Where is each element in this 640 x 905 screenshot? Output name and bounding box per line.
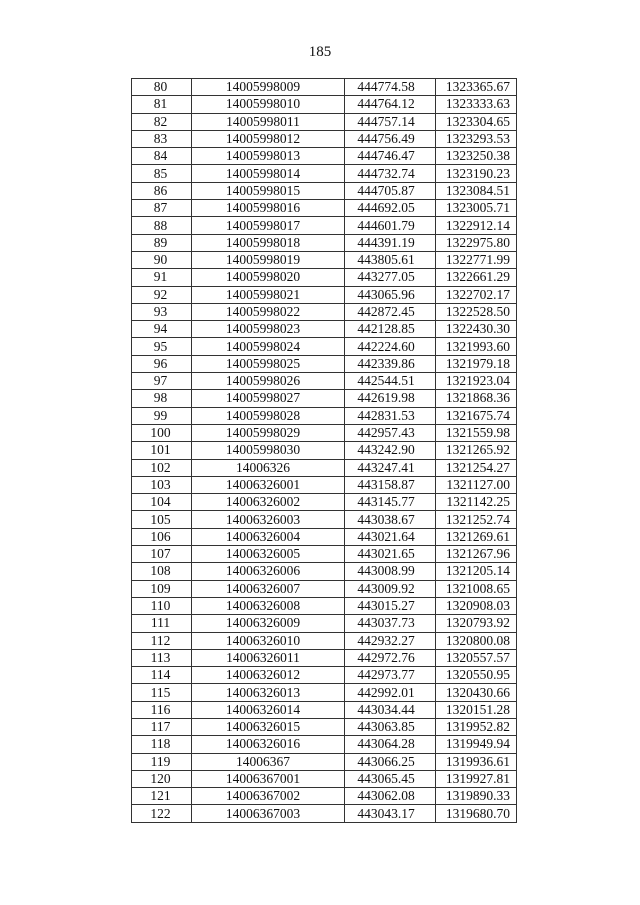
y-coordinate-cell: 1320151.28	[436, 701, 517, 718]
row-number-cell: 80	[132, 79, 192, 96]
point-code-cell: 14005998026	[192, 373, 345, 390]
table-row	[132, 476, 517, 493]
x-coordinate-cell: 444756.49	[345, 130, 436, 147]
x-coordinate-cell: 442224.60	[345, 338, 436, 355]
row-number-cell: 114	[132, 667, 192, 684]
x-coordinate-cell: 442957.43	[345, 424, 436, 441]
y-coordinate-cell: 1319927.81	[436, 770, 517, 787]
y-coordinate-cell: 1322975.80	[436, 234, 517, 251]
y-coordinate-cell: 1322528.50	[436, 303, 517, 320]
x-coordinate-cell: 443021.65	[345, 546, 436, 563]
x-coordinate-cell: 442972.76	[345, 649, 436, 666]
y-coordinate-cell: 1322912.14	[436, 217, 517, 234]
row-number-cell: 87	[132, 200, 192, 217]
point-code-cell: 14005998017	[192, 217, 345, 234]
point-code-cell: 14005998025	[192, 355, 345, 372]
table-row	[132, 511, 517, 528]
x-coordinate-cell: 443158.87	[345, 476, 436, 493]
point-code-cell: 14006367	[192, 753, 345, 770]
row-number-cell: 99	[132, 407, 192, 424]
x-coordinate-cell: 443065.96	[345, 286, 436, 303]
point-code-cell: 14006326012	[192, 667, 345, 684]
row-number-cell: 115	[132, 684, 192, 701]
table-row	[132, 563, 517, 580]
row-number-cell: 102	[132, 459, 192, 476]
y-coordinate-cell: 1323333.63	[436, 96, 517, 113]
y-coordinate-cell: 1321923.04	[436, 373, 517, 390]
x-coordinate-cell: 442619.98	[345, 390, 436, 407]
table-row	[132, 459, 517, 476]
y-coordinate-cell: 1322771.99	[436, 251, 517, 268]
point-code-cell: 14005998030	[192, 442, 345, 459]
point-code-cell: 14006326013	[192, 684, 345, 701]
point-code-cell: 14005998012	[192, 130, 345, 147]
point-code-cell: 14006326014	[192, 701, 345, 718]
table-row	[132, 684, 517, 701]
y-coordinate-cell: 1321868.36	[436, 390, 517, 407]
table-row	[132, 200, 517, 217]
table-row	[132, 251, 517, 268]
y-coordinate-cell: 1323084.51	[436, 182, 517, 199]
point-code-cell: 14005998024	[192, 338, 345, 355]
x-coordinate-cell: 443063.85	[345, 718, 436, 735]
row-number-cell: 97	[132, 373, 192, 390]
point-code-cell: 14005998027	[192, 390, 345, 407]
row-number-cell: 81	[132, 96, 192, 113]
x-coordinate-cell: 444732.74	[345, 165, 436, 182]
table-row	[132, 390, 517, 407]
x-coordinate-cell: 442128.85	[345, 321, 436, 338]
x-coordinate-cell: 443038.67	[345, 511, 436, 528]
y-coordinate-cell: 1319952.82	[436, 718, 517, 735]
row-number-cell: 88	[132, 217, 192, 234]
point-code-cell: 14006326007	[192, 580, 345, 597]
row-number-cell: 122	[132, 805, 192, 822]
row-number-cell: 107	[132, 546, 192, 563]
x-coordinate-cell: 443037.73	[345, 615, 436, 632]
point-code-cell: 14006326006	[192, 563, 345, 580]
x-coordinate-cell: 442339.86	[345, 355, 436, 372]
x-coordinate-cell: 443145.77	[345, 494, 436, 511]
point-code-cell: 14006367003	[192, 805, 345, 822]
table-row	[132, 546, 517, 563]
table-row	[132, 407, 517, 424]
row-number-cell: 108	[132, 563, 192, 580]
x-coordinate-cell: 442992.01	[345, 684, 436, 701]
y-coordinate-cell: 1323190.23	[436, 165, 517, 182]
point-code-cell: 14005998020	[192, 269, 345, 286]
y-coordinate-cell: 1319949.94	[436, 736, 517, 753]
point-code-cell: 14006326003	[192, 511, 345, 528]
point-code-cell: 14005998013	[192, 148, 345, 165]
point-code-cell: 14005998010	[192, 96, 345, 113]
x-coordinate-cell: 444692.05	[345, 200, 436, 217]
y-coordinate-cell: 1322661.29	[436, 269, 517, 286]
y-coordinate-cell: 1319936.61	[436, 753, 517, 770]
row-number-cell: 120	[132, 770, 192, 787]
table-row	[132, 269, 517, 286]
x-coordinate-cell: 444601.79	[345, 217, 436, 234]
y-coordinate-cell: 1320550.95	[436, 667, 517, 684]
y-coordinate-cell: 1322430.30	[436, 321, 517, 338]
x-coordinate-cell: 443034.44	[345, 701, 436, 718]
y-coordinate-cell: 1320908.03	[436, 597, 517, 614]
y-coordinate-cell: 1321675.74	[436, 407, 517, 424]
point-code-cell: 14006326004	[192, 528, 345, 545]
table-row	[132, 130, 517, 147]
point-code-cell: 14005998014	[192, 165, 345, 182]
table-row	[132, 424, 517, 441]
table-row	[132, 373, 517, 390]
point-code-cell: 14006326010	[192, 632, 345, 649]
x-coordinate-cell: 444705.87	[345, 182, 436, 199]
row-number-cell: 109	[132, 580, 192, 597]
x-coordinate-cell: 443805.61	[345, 251, 436, 268]
point-code-cell: 14005998015	[192, 182, 345, 199]
x-coordinate-cell: 444757.14	[345, 113, 436, 130]
point-code-cell: 14005998019	[192, 251, 345, 268]
row-number-cell: 94	[132, 321, 192, 338]
y-coordinate-cell: 1321252.74	[436, 511, 517, 528]
point-code-cell: 14005998029	[192, 424, 345, 441]
row-number-cell: 110	[132, 597, 192, 614]
point-code-cell: 14006326005	[192, 546, 345, 563]
table-row	[132, 805, 517, 822]
point-code-cell: 14006326002	[192, 494, 345, 511]
y-coordinate-cell: 1323005.71	[436, 200, 517, 217]
table-row	[132, 580, 517, 597]
row-number-cell: 91	[132, 269, 192, 286]
row-number-cell: 118	[132, 736, 192, 753]
point-code-cell: 14006326008	[192, 597, 345, 614]
coordinates-table	[131, 78, 517, 823]
point-code-cell: 14006326016	[192, 736, 345, 753]
row-number-cell: 119	[132, 753, 192, 770]
row-number-cell: 96	[132, 355, 192, 372]
table-row	[132, 736, 517, 753]
table-row	[132, 355, 517, 372]
table-row	[132, 632, 517, 649]
x-coordinate-cell: 443064.28	[345, 736, 436, 753]
row-number-cell: 113	[132, 649, 192, 666]
row-number-cell: 101	[132, 442, 192, 459]
x-coordinate-cell: 443065.45	[345, 770, 436, 787]
row-number-cell: 121	[132, 788, 192, 805]
x-coordinate-cell: 443277.05	[345, 269, 436, 286]
point-code-cell: 14006326015	[192, 718, 345, 735]
x-coordinate-cell: 444746.47	[345, 148, 436, 165]
point-code-cell: 14005998022	[192, 303, 345, 320]
table-row	[132, 303, 517, 320]
table-row	[132, 528, 517, 545]
x-coordinate-cell: 442872.45	[345, 303, 436, 320]
row-number-cell: 117	[132, 718, 192, 735]
point-code-cell: 14006326001	[192, 476, 345, 493]
y-coordinate-cell: 1323293.53	[436, 130, 517, 147]
x-coordinate-cell: 442973.77	[345, 667, 436, 684]
row-number-cell: 98	[132, 390, 192, 407]
y-coordinate-cell: 1323365.67	[436, 79, 517, 96]
row-number-cell: 105	[132, 511, 192, 528]
table-row	[132, 182, 517, 199]
row-number-cell: 84	[132, 148, 192, 165]
row-number-cell: 82	[132, 113, 192, 130]
table-row	[132, 321, 517, 338]
x-coordinate-cell: 443242.90	[345, 442, 436, 459]
y-coordinate-cell: 1321008.65	[436, 580, 517, 597]
y-coordinate-cell: 1321979.18	[436, 355, 517, 372]
x-coordinate-cell: 442831.53	[345, 407, 436, 424]
y-coordinate-cell: 1321993.60	[436, 338, 517, 355]
point-code-cell: 14005998028	[192, 407, 345, 424]
table-row	[132, 79, 517, 96]
table-row	[132, 701, 517, 718]
x-coordinate-cell: 443021.64	[345, 528, 436, 545]
row-number-cell: 90	[132, 251, 192, 268]
x-coordinate-cell: 443066.25	[345, 753, 436, 770]
table-row	[132, 770, 517, 787]
x-coordinate-cell: 444774.58	[345, 79, 436, 96]
table-row	[132, 96, 517, 113]
table-row	[132, 615, 517, 632]
x-coordinate-cell: 444764.12	[345, 96, 436, 113]
point-code-cell: 14005998009	[192, 79, 345, 96]
x-coordinate-cell: 442932.27	[345, 632, 436, 649]
y-coordinate-cell: 1323304.65	[436, 113, 517, 130]
row-number-cell: 83	[132, 130, 192, 147]
y-coordinate-cell: 1321265.92	[436, 442, 517, 459]
row-number-cell: 106	[132, 528, 192, 545]
x-coordinate-cell: 443008.99	[345, 563, 436, 580]
table-row	[132, 494, 517, 511]
y-coordinate-cell: 1321127.00	[436, 476, 517, 493]
table-row	[132, 165, 517, 182]
table-row	[132, 442, 517, 459]
x-coordinate-cell: 444391.19	[345, 234, 436, 251]
row-number-cell: 92	[132, 286, 192, 303]
row-number-cell: 93	[132, 303, 192, 320]
point-code-cell: 14005998011	[192, 113, 345, 130]
x-coordinate-cell: 443009.92	[345, 580, 436, 597]
row-number-cell: 111	[132, 615, 192, 632]
row-number-cell: 89	[132, 234, 192, 251]
row-number-cell: 86	[132, 182, 192, 199]
table-row	[132, 234, 517, 251]
table-row	[132, 148, 517, 165]
row-number-cell: 85	[132, 165, 192, 182]
y-coordinate-cell: 1319890.33	[436, 788, 517, 805]
table-row	[132, 667, 517, 684]
table-body	[132, 79, 517, 823]
page-number: 185	[308, 44, 332, 60]
y-coordinate-cell: 1320793.92	[436, 615, 517, 632]
point-code-cell: 14006367001	[192, 770, 345, 787]
table-row	[132, 753, 517, 770]
row-number-cell: 100	[132, 424, 192, 441]
point-code-cell: 14005998021	[192, 286, 345, 303]
point-code-cell: 14006367002	[192, 788, 345, 805]
x-coordinate-cell: 442544.51	[345, 373, 436, 390]
y-coordinate-cell: 1319680.70	[436, 805, 517, 822]
point-code-cell: 14006326	[192, 459, 345, 476]
row-number-cell: 103	[132, 476, 192, 493]
point-code-cell: 14006326009	[192, 615, 345, 632]
table-row	[132, 286, 517, 303]
x-coordinate-cell: 443062.08	[345, 788, 436, 805]
point-code-cell: 14005998016	[192, 200, 345, 217]
y-coordinate-cell: 1323250.38	[436, 148, 517, 165]
table-row	[132, 718, 517, 735]
point-code-cell: 14005998023	[192, 321, 345, 338]
y-coordinate-cell: 1322702.17	[436, 286, 517, 303]
table-row	[132, 597, 517, 614]
y-coordinate-cell: 1321269.61	[436, 528, 517, 545]
y-coordinate-cell: 1321142.25	[436, 494, 517, 511]
table-row	[132, 788, 517, 805]
x-coordinate-cell: 443015.27	[345, 597, 436, 614]
point-code-cell: 14006326011	[192, 649, 345, 666]
y-coordinate-cell: 1321205.14	[436, 563, 517, 580]
table-row	[132, 338, 517, 355]
point-code-cell: 14005998018	[192, 234, 345, 251]
y-coordinate-cell: 1321267.96	[436, 546, 517, 563]
row-number-cell: 112	[132, 632, 192, 649]
x-coordinate-cell: 443247.41	[345, 459, 436, 476]
y-coordinate-cell: 1320557.57	[436, 649, 517, 666]
y-coordinate-cell: 1320800.08	[436, 632, 517, 649]
y-coordinate-cell: 1320430.66	[436, 684, 517, 701]
row-number-cell: 116	[132, 701, 192, 718]
row-number-cell: 95	[132, 338, 192, 355]
table-row	[132, 217, 517, 234]
table-row	[132, 649, 517, 666]
row-number-cell: 104	[132, 494, 192, 511]
table-row	[132, 113, 517, 130]
y-coordinate-cell: 1321559.98	[436, 424, 517, 441]
y-coordinate-cell: 1321254.27	[436, 459, 517, 476]
x-coordinate-cell: 443043.17	[345, 805, 436, 822]
